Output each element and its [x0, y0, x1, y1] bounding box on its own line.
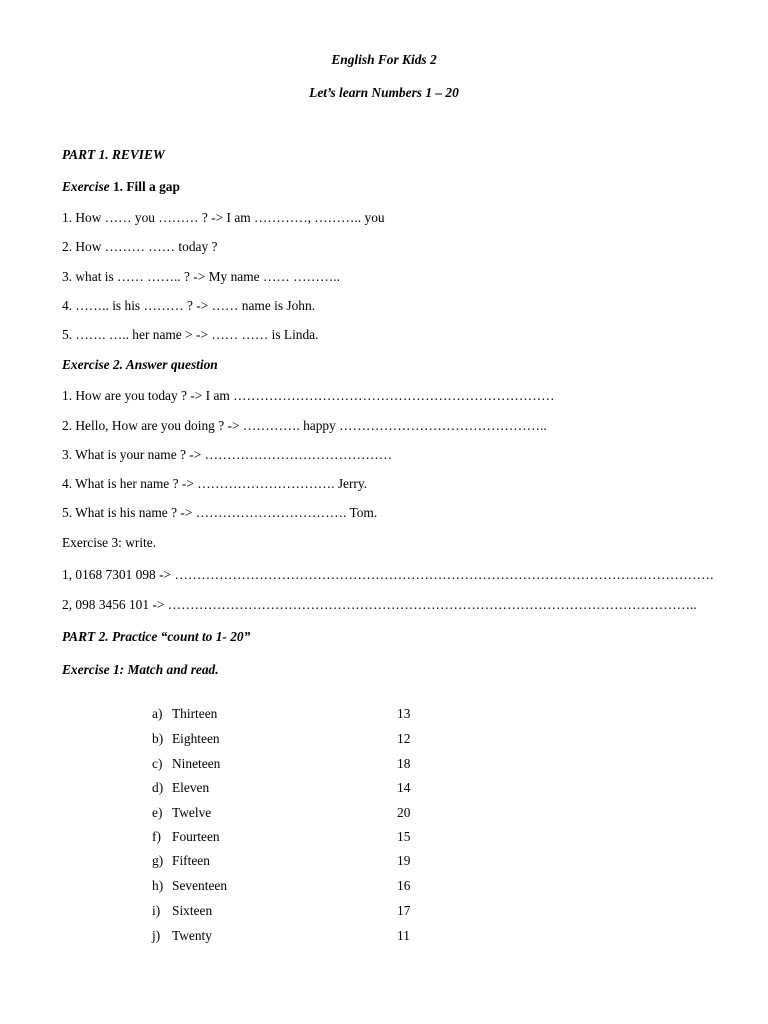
exercise2-line: 2. Hello, How are you doing ? -> …………. happy ……………………………………….. [62, 418, 547, 433]
exercise1-line: 2. How ……… …… today ? [62, 239, 218, 254]
match-number: 16 [397, 878, 411, 893]
match-letter: j) [152, 928, 161, 943]
match-letter: e) [152, 805, 163, 820]
exercise1-line: 4. …….. is his ……… ? -> …… name is John. [62, 298, 316, 313]
exercise2-line: 4. What is her name ? -> …………………………. Jerry. [62, 476, 368, 491]
match-letter: f) [152, 829, 161, 844]
part1-heading: PART 1. REVIEW [62, 147, 165, 162]
match-letter: a) [152, 706, 163, 721]
match-number: 14 [397, 780, 411, 795]
match-letter: c) [152, 756, 163, 771]
match-number: 15 [397, 829, 411, 844]
match-item [152, 780, 552, 798]
exercise2-line: 1. How are you today ? -> I am ……………………………………………………………… [62, 388, 555, 403]
match-item [152, 928, 552, 946]
exercise1-line: 5. ……. ….. her name > -> …… …… is Linda. [62, 327, 319, 342]
match-word: Twelve [172, 805, 212, 820]
document-title: English For Kids 2 [331, 52, 437, 67]
match-number: 19 [397, 853, 411, 868]
match-word: Seventeen [172, 878, 228, 893]
match-word: Thirteen [172, 706, 218, 721]
match-word: Eleven [172, 780, 210, 795]
match-word: Twenty [172, 928, 212, 943]
part2-heading: PART 2. Practice “count to 1- 20” [62, 629, 251, 644]
match-word: Nineteen [172, 756, 221, 771]
match-letter: g) [152, 853, 164, 868]
match-item [152, 756, 552, 774]
match-word: Fifteen [172, 853, 210, 868]
document-subtitle: Let’s learn Numbers 1 – 20 [309, 85, 459, 100]
exercise1-heading-italic: Exercise [62, 179, 110, 194]
match-item [152, 878, 552, 896]
match-number: 12 [397, 731, 411, 746]
match-item [152, 805, 552, 823]
match-item [152, 853, 552, 871]
exercise3-line: 1, 0168 7301 098 -> …………………………………………………………………………………………………………. [62, 567, 714, 582]
match-item [152, 731, 552, 749]
match-word: Eighteen [172, 731, 220, 746]
match-item [152, 829, 552, 847]
match-number: 13 [397, 706, 411, 721]
match-word: Fourteen [172, 829, 220, 844]
match-letter: d) [152, 780, 164, 795]
exercise1-line: 1. How …… you ……… ? -> I am …………, ……….. you [62, 210, 385, 225]
exercise1-heading [62, 179, 180, 195]
exercise2-line: 5. What is his name ? -> ……………………………. Tom. [62, 505, 378, 520]
match-letter: i) [152, 903, 161, 918]
exercise2-heading: Exercise 2. Answer question [62, 357, 218, 372]
exercise2-line: 3. What is your name ? -> …………………………………… [62, 447, 393, 462]
match-number: 17 [397, 903, 411, 918]
exercise3-line: 2, 098 3456 101 -> ……………………………………………………………………………………………………….. [62, 597, 697, 612]
match-item [152, 903, 552, 921]
exercise1-heading-rest: 1. Fill a gap [109, 179, 180, 194]
match-letter: b) [152, 731, 164, 746]
part2-exercise1-heading: Exercise 1: Match and read. [62, 662, 219, 677]
match-number: 11 [397, 928, 410, 943]
exercise3-heading: Exercise 3: write. [62, 535, 157, 550]
exercise1-line: 3. what is …… …….. ? -> My name …… ……….. [62, 269, 340, 284]
match-number: 20 [397, 805, 411, 820]
match-number: 18 [397, 756, 411, 771]
match-word: Sixteen [172, 903, 213, 918]
match-letter: h) [152, 878, 164, 893]
match-item [152, 706, 552, 724]
